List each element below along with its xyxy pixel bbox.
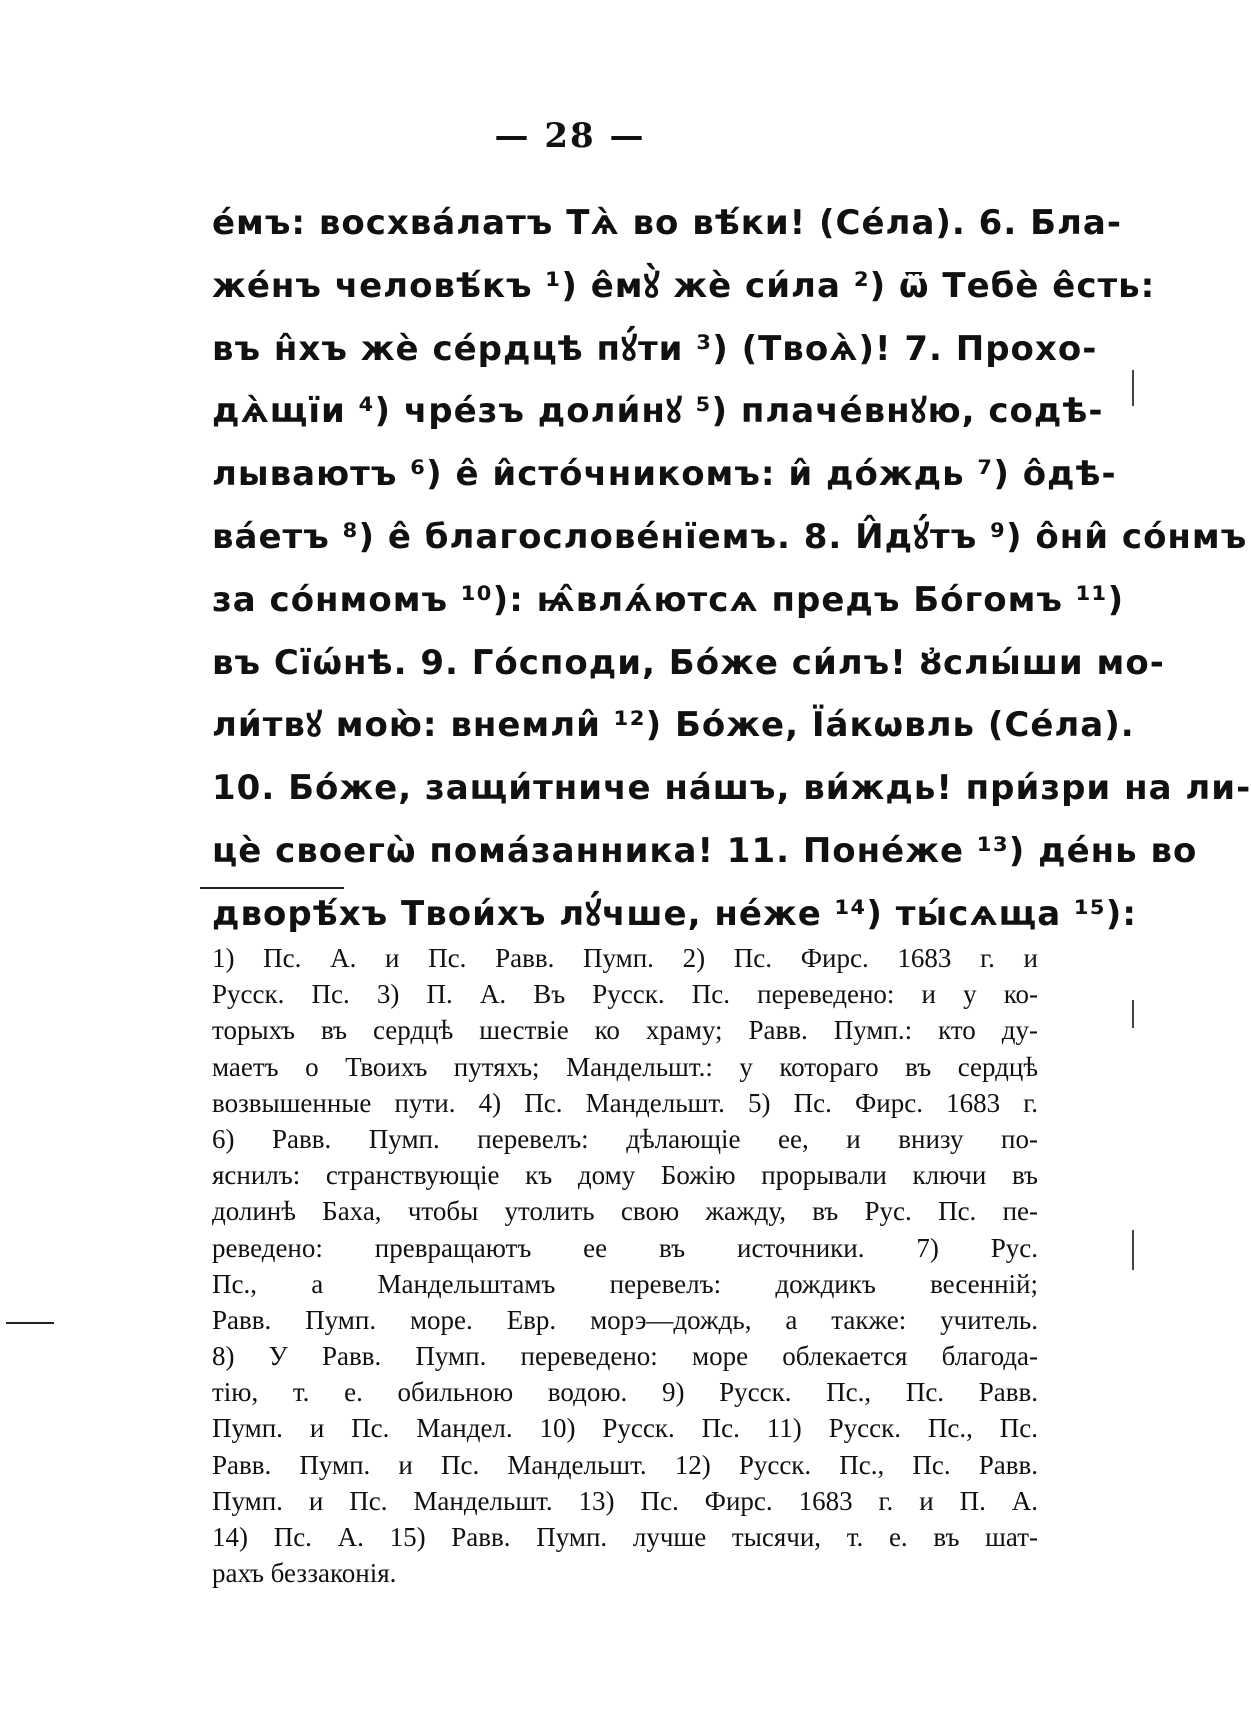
text-line: е́мъ: восхва́латъ Тѧ̀ во вѣ́ки! (Се́ла). 6. Бла- <box>212 203 1122 243</box>
text-line: 10. Бо́же, защи́тниче на́шъ, ви́ждь! при́зри на ли- <box>212 768 1251 809</box>
footnote-line: тію, т. е. обильною водою. 9) Русск. Пс., Пс. Равв. <box>212 1377 1038 1408</box>
text-line: въ н̂хъ жѐ се́рдцѣ пꙋ́ти ³) (Твоѧ̀)! 7. Прохо- <box>212 328 1098 369</box>
footnote-line: маетъ о Твоихъ путяхъ; Мандельшт.: у котораго въ сердцѣ <box>212 1051 1038 1082</box>
footnote-line: Русск. Пс. 3) П. А. Въ Русск. Пс. переведено: и у ко- <box>212 979 1038 1010</box>
footnote-line: долинѣ Баха, чтобы утолить свою жажду, въ Рус. Пс. пе- <box>212 1196 1038 1227</box>
footnote-line: Равв. Пумп. и Пс. Мандельшт. 12) Русск. Пс., Пс. Равв. <box>212 1449 1038 1480</box>
text-line: лываютъ ⁶) е̂ и̂сто́чникомъ: и̂ до́ждь ⁷) о̂дѣ- <box>212 454 1117 495</box>
footnote-line: Равв. Пумп. море. Евр. морэ—дождь, а также: учитель. <box>212 1304 1038 1335</box>
margin-rule <box>6 1322 54 1324</box>
footnote-line: возвышенные пути. 4) Пс. Мандельшт. 5) Пс. Фирс. 1683 г. <box>212 1087 1038 1118</box>
text-line: же́нъ человѣ́къ ¹) е̂мꙋ̀ жѐ си́ла ²) ѿ Тебѐ е̂сть: <box>212 265 1156 306</box>
text-line: въ Сїѡ́нѣ. 9. Го́споди, Бо́же си́лъ! ȣ҆слы́ши мо- <box>212 642 1165 683</box>
footnote-line: Пумп. и Пс. Мандел. 10) Русск. Пс. 11) Русск. Пс., Пс. <box>212 1413 1038 1444</box>
footnote-line: 8) У Равв. Пумп. переведено: море облекается благода- <box>212 1341 1038 1372</box>
footnote-line: реведено: превращаютъ ее въ источники. 7) Рус. <box>212 1232 1038 1263</box>
footnote-line: 14) Пс. А. 15) Равв. Пумп. лучше тысячи, т. е. въ шат- <box>212 1522 1038 1552</box>
footnote-line: Пс., а Мандельштамъ перевелъ: дождикъ весенній; <box>212 1268 1038 1299</box>
margin-tick <box>1132 1000 1134 1028</box>
main-text <box>212 192 1251 946</box>
text-line: за со́нмомъ ¹⁰): ѩ̂влѧ́ютсѧ предъ Бо́гомъ ¹¹) <box>212 579 1125 620</box>
footnote-line: рахъ беззаконія. <box>212 1558 397 1589</box>
text-line: дворѣ́хъ Твои́хъ лꙋ́чше, не́же ¹⁴) ты́сѧща ¹⁵): <box>212 893 1137 934</box>
footnote-line: Пумп. и Пс. Мандельшт. 13) Пс. Фирс. 1683 г. и П. А. <box>212 1485 1038 1516</box>
footnote-line: 1) Пс. А. и Пс. Равв. Пумп. 2) Пс. Фирс. 1683 г. и <box>212 943 1038 973</box>
footnotes <box>212 940 1038 1591</box>
text-line: дѧ̀щїи ⁴) чре́зъ доли́нꙋ ⁵) плаче́внꙋю, содѣ- <box>212 391 1104 432</box>
page-number: — 28 — <box>494 116 646 156</box>
margin-tick <box>1132 370 1134 406</box>
footnote-line: яснилъ: странствующіе къ дому Божію прорывали ключи въ <box>212 1160 1038 1191</box>
margin-tick <box>1132 1230 1134 1270</box>
text-line: цѐ своегѡ̀ пома́занника! 11. Поне́же ¹³) де́нь во <box>212 830 1198 871</box>
footnote-separator <box>200 887 344 889</box>
footnote-line: торыхъ въ сердцѣ шествіе ко храму; Равв. Пумп.: кто ду- <box>212 1015 1038 1046</box>
text-line: ва́етъ ⁸) е̂ благослове́нїемъ. 8. И̂дꙋ́тъ ⁹) о̂ни̂ со́нмъ <box>212 516 1248 557</box>
footnote-line: 6) Равв. Пумп. перевелъ: дѣлающіе ее, и внизу по- <box>212 1123 1038 1154</box>
text-line: ли́твꙋ мою̀: внемли̂ ¹²) Бо́же, Їа́кѡвль (Се́ла). <box>212 705 1135 746</box>
